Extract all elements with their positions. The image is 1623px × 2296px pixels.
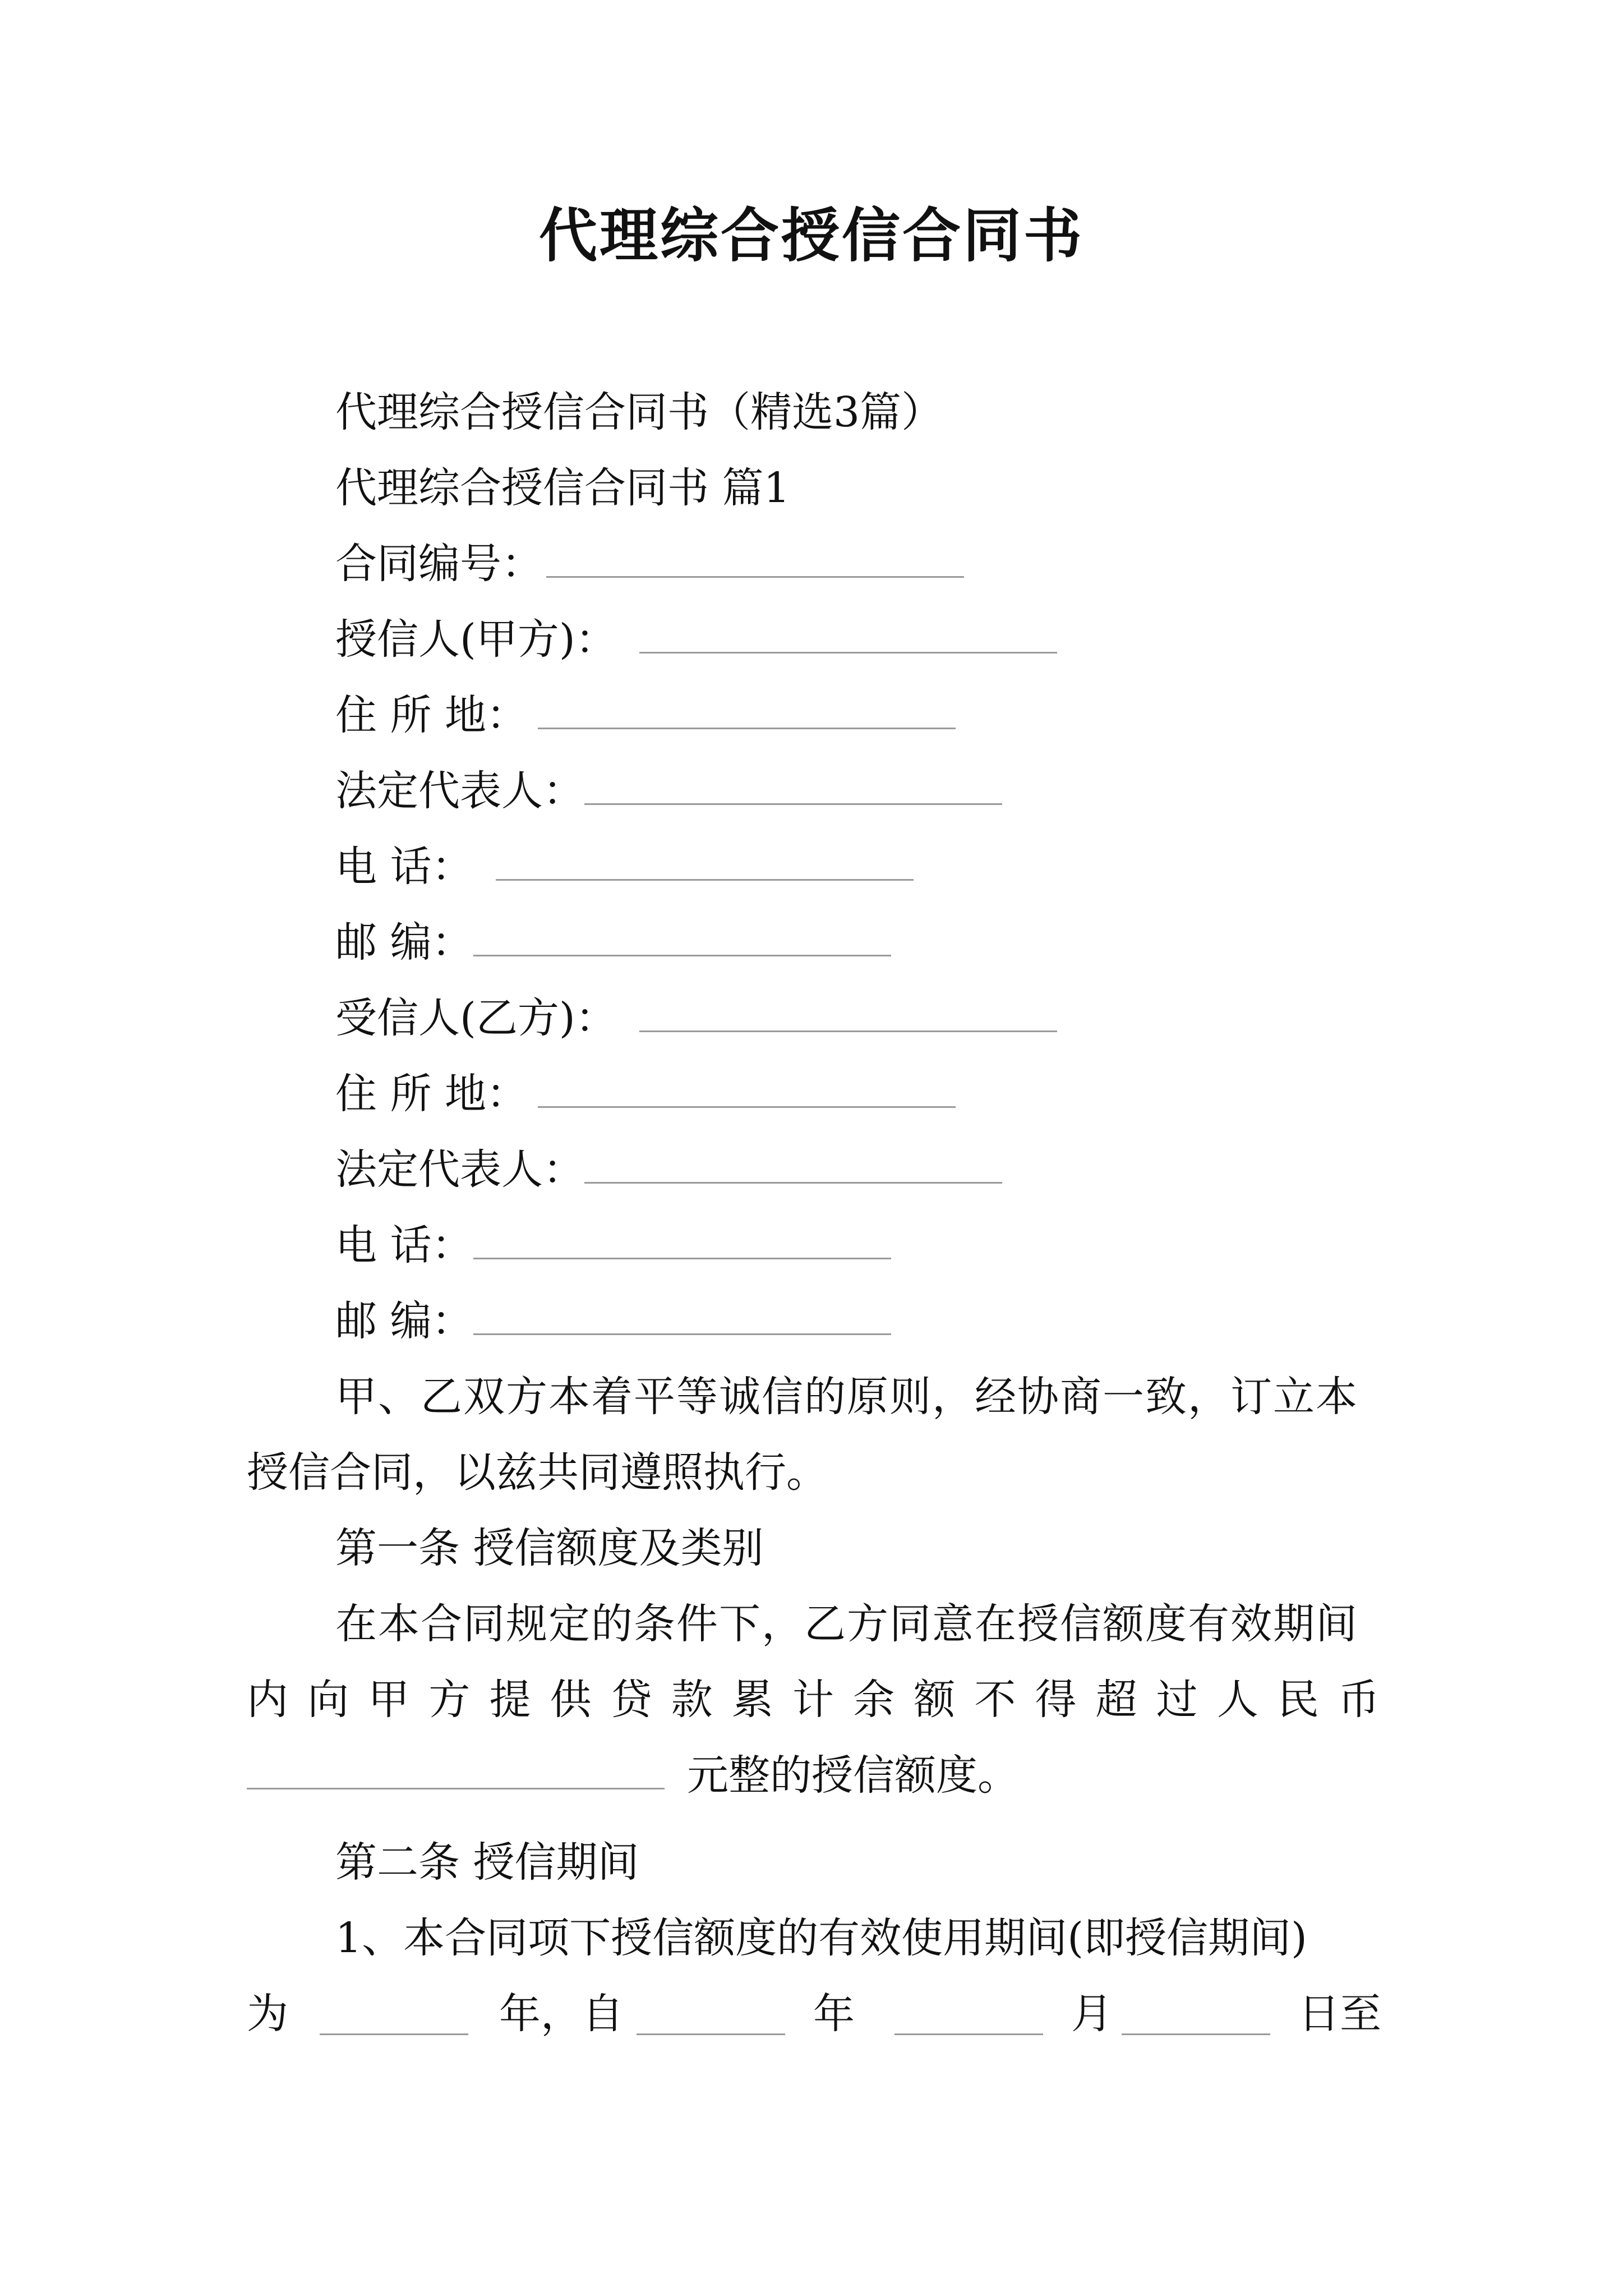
document-subtitle: 代理综合授信合同书（精选3篇） (335, 388, 943, 436)
field-label: 邮 编： (335, 1297, 473, 1345)
field-label: 受信人(乙方)： (335, 994, 617, 1042)
article-2-line-1: 1、本合同项下授信额度的有效使用期间(即授信期间) (335, 1914, 1307, 1962)
field-grantor-postcode (335, 912, 891, 973)
fill-blank-start-month (895, 1998, 1043, 2035)
field-contract-number (335, 533, 964, 595)
fill-blank (473, 919, 891, 956)
fill-blank (584, 1146, 1002, 1184)
article-1-heading: 第一条 授信额度及类别 (335, 1524, 764, 1572)
fill-blank-start-day (1122, 1998, 1270, 2035)
field-grantee-legal-rep (335, 1139, 1002, 1200)
article-1-line-1: 在本合同规定的条件下，乙方同意在授信额度有效期间 (335, 1600, 1358, 1648)
fill-blank (247, 1752, 665, 1789)
text-segment: 为 (247, 1990, 288, 2038)
fill-blank-start-year (637, 1998, 785, 2035)
field-label: 法定代表人： (335, 1145, 584, 1194)
field-grantor (335, 609, 1057, 670)
field-label: 邮 编： (335, 918, 473, 967)
fill-blank (473, 1297, 891, 1335)
field-label: 电 话： (335, 1221, 473, 1269)
fill-blank (584, 767, 1002, 805)
field-label: 法定代表人： (335, 767, 584, 815)
field-label: 住 所 地： (335, 691, 528, 739)
part-heading: 代理综合授信合同书 篇1 (335, 464, 790, 512)
field-grantor-address (335, 684, 956, 746)
fill-blank-years (320, 1998, 468, 2035)
intro-line-2: 授信合同，以兹共同遵照执行。 (247, 1448, 828, 1497)
intro-line-1: 甲、乙双方本着平等诚信的原则，经协商一致，订立本 (335, 1373, 1358, 1421)
field-grantee (335, 987, 1057, 1049)
article-2-heading: 第二条 授信期间 (335, 1838, 639, 1887)
field-grantee-phone (335, 1214, 891, 1276)
article-1-line-2: 内向甲方提供贷款累计余额不得超过人民币 (247, 1676, 1380, 1724)
field-grantor-phone (335, 836, 914, 898)
fill-blank (546, 540, 964, 578)
field-grantee-postcode (335, 1290, 891, 1352)
field-label: 授信人(甲方)： (335, 615, 617, 664)
field-grantor-legal-rep (335, 760, 1002, 822)
text-segment: 日至 (1298, 1990, 1381, 2038)
text-segment: 月 (1071, 1990, 1113, 2038)
document-title: 代理综合授信合同书 (538, 201, 1084, 270)
fill-blank (496, 843, 914, 881)
field-grantee-address (335, 1063, 956, 1125)
fill-blank (538, 692, 956, 729)
fill-blank (473, 1222, 891, 1259)
article-1-line-3-text: 元整的授信额度。 (687, 1751, 1019, 1800)
field-label: 住 所 地： (335, 1070, 528, 1118)
fill-blank (639, 995, 1057, 1032)
text-segment: 年，自 (499, 1990, 624, 2038)
fill-blank (538, 1070, 956, 1108)
article-1-line-3 (247, 1745, 1019, 1806)
field-label: 电 话： (335, 843, 473, 891)
field-label: 合同编号： (335, 540, 543, 588)
fill-blank (639, 616, 1057, 654)
text-segment: 年 (813, 1990, 855, 2038)
